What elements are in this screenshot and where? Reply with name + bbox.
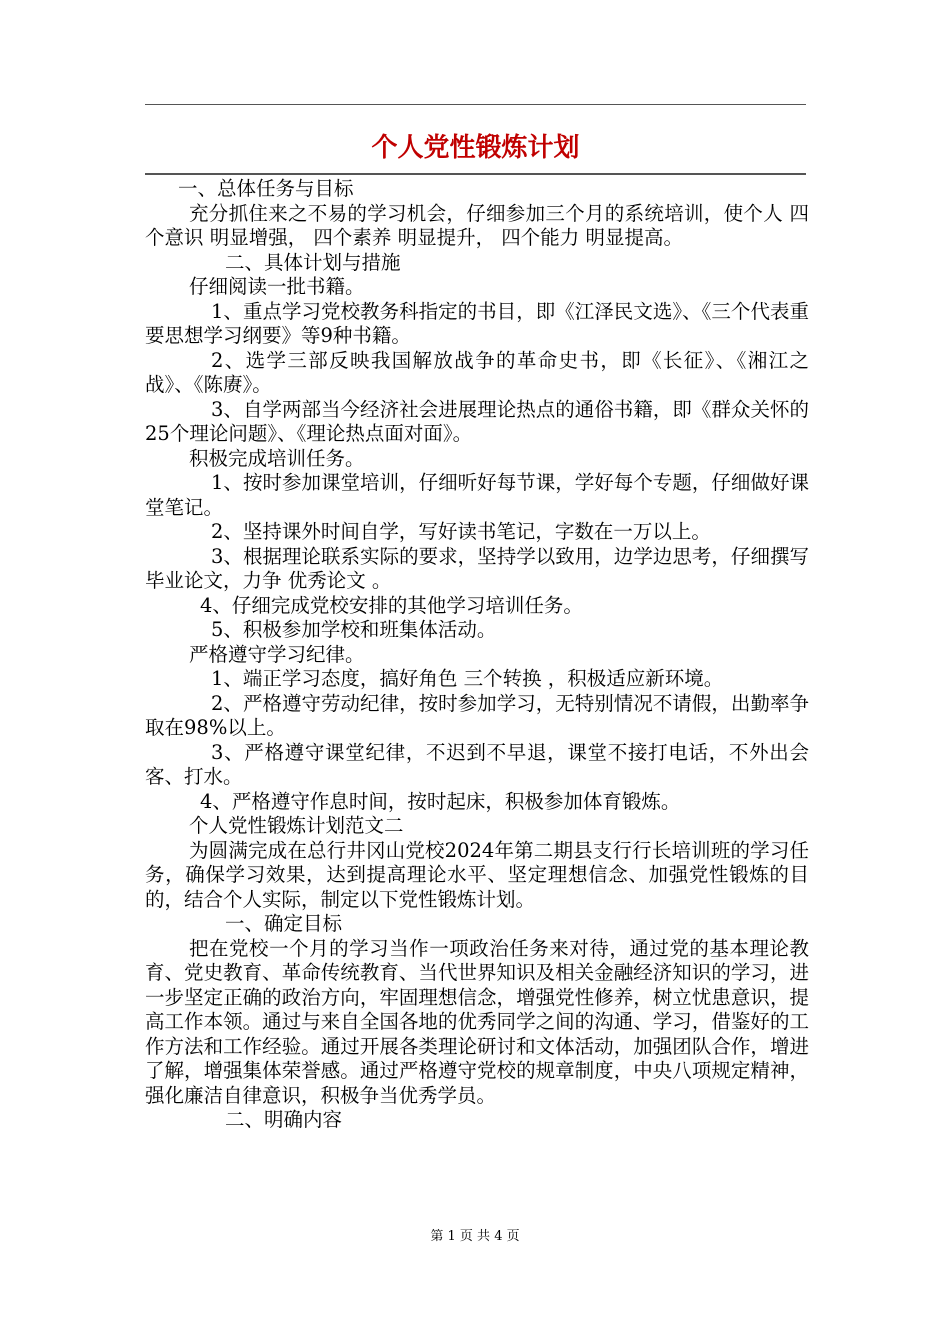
paragraph: 一、总体任务与目标 — [178, 177, 354, 200]
paragraph: 4、严格遵守作息时间，按时起床，积极参加体育锻炼。 — [200, 789, 681, 813]
document-body — [145, 177, 809, 1133]
page-footer: 第 1 页 共 4 页 — [430, 1229, 520, 1244]
paragraph: 仔细阅读一批书籍。 — [189, 275, 365, 298]
paragraph: 2、坚持课外时间自学，写好读书笔记，字数在一万以上。 — [211, 520, 711, 543]
paragraph: 3、自学两部当今经济社会进展理论热点的通俗书籍，即《群众关怀的25个理论问题》、《理论热点面对面》。 — [145, 397, 809, 445]
paragraph: 二、明确内容 — [225, 1108, 343, 1131]
paragraph: 一、确定目标 — [225, 912, 343, 935]
paragraph: 1、端正学习态度，搞好角色 三个转换 ，积极适应新环境。 — [211, 667, 724, 690]
paragraph: 积极完成培训任务。 — [189, 446, 365, 470]
paragraph: 2、选学三部反映我国解放战争的革命史书，即《长征》、《湘江之战》、《陈赓》。 — [145, 348, 809, 396]
title-rule — [145, 173, 806, 175]
paragraph: 二、具体计划与措施 — [225, 250, 401, 274]
paragraph: 为圆满完成在总行井冈山党校2024年第二期县支行行长培训班的学习任务，确保学习效果，达到提高理论水平、坚定理想信念、加强党性锻炼的目的，结合个人实际，制定以下党性锻炼计划。 — [145, 838, 809, 911]
paragraph: 5、积极参加学校和班集体活动。 — [211, 618, 497, 641]
paragraph: 1、按时参加课堂培训，仔细听好每节课，学好每个专题，仔细做好课堂笔记。 — [145, 471, 809, 519]
paragraph: 4、仔细完成党校安排的其他学习培训任务。 — [200, 593, 583, 617]
paragraph: 严格遵守学习纪律。 — [189, 642, 365, 666]
paragraph: 充分抓住来之不易的学习机会，仔细参加三个月的系统培训，使个人 四个意识 明显增强， 四个素养 明显提升， 四个能力 明显提高。 — [145, 201, 809, 249]
paragraph: 3、严格遵守课堂纪律，不迟到不早退，课堂不接打电话，不外出会客、打水。 — [145, 740, 809, 788]
header-rule — [145, 104, 806, 105]
paragraph: 个人党性锻炼计划范文二 — [189, 814, 404, 837]
paragraph: 1、重点学习党校教务科指定的书目，即《江泽民文选》、《三个代表重要思想学习纲要》等9种书籍。 — [145, 299, 809, 347]
paragraph: 3、根据理论联系实际的要求，坚持学以致用，边学边思考，仔细撰写毕业论文，力争 优秀论文 。 — [145, 544, 809, 592]
paragraph: 2、严格遵守劳动纪律，按时参加学习，无特别情况不请假，出勤率争取在98%以上。 — [145, 691, 809, 739]
paragraph: 把在党校一个月的学习当作一项政治任务来对待，通过党的基本理论教育、党史教育、革命传统教育、当代世界知识及相关金融经济知识的学习，进一步坚定正确的政治方向，牢固理想信念，增强党性修养，树立忧患意识，提高工作本领。通过与来自全国各地的优秀同学之间的沟通、学习，借鉴好的工作方法和工作经验。通过开展各类理论研讨和文体活动，加强团队合作，增进了解，增强集体荣誉感。通过严格遵守党校的规章制度，中央八项规定精神，强化廉洁自律意识，积极争当优秀学员。 — [145, 936, 809, 1107]
document-title: 个人党性锻炼计划 — [371, 133, 580, 163]
